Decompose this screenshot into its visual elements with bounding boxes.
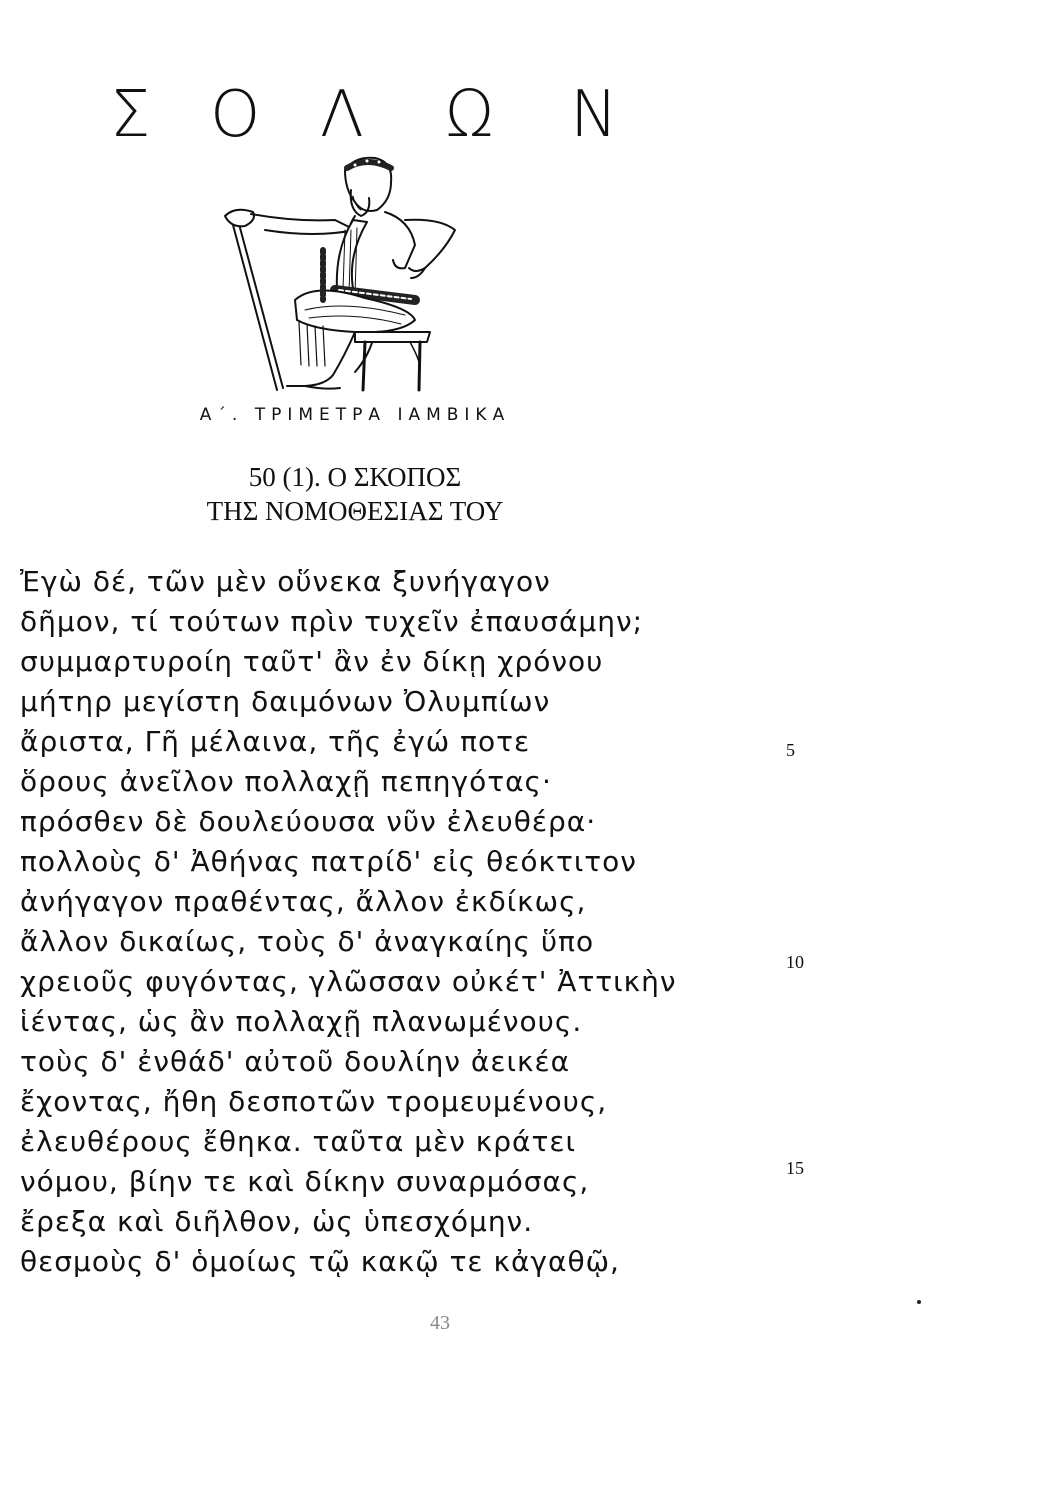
poem-line: χρειοῦς φυγόντας, γλῶσσαν οὐκέτ' Ἀττικὴν [20, 965, 677, 998]
poem-line: θεσμοὺς δ' ὁμοίως τῷ κακῷ τε κἀγαθῷ, [20, 1245, 620, 1278]
seated-figure-illustration [205, 150, 475, 395]
poem-line: συμμαρτυροίη ταῦτ' ἂν ἐν δίκῃ χρόνου [20, 645, 604, 678]
title-glyph-2: Ο [210, 78, 261, 152]
poem-line: πρόσθεν δὲ δουλεύουσα νῦν ἐλευθέρα· [20, 805, 597, 838]
poem-line: Ἐγὼ δέ, τῶν μὲν οὕνεκα ξυνήγαγον [20, 565, 551, 598]
line-number-15: 15 [786, 1158, 804, 1178]
poem-line: ἀνήγαγον πραθέντας, ἄλλον ἐκδίκως, [20, 885, 587, 918]
poem-line: ὅρους ἀνεῖλον πολλαχῇ πεπηγότας· [20, 765, 552, 798]
line-number-5: 5 [786, 740, 795, 760]
poem-text [20, 562, 804, 1282]
poem-line: ἔρεξα καὶ διῆλθον, ὡς ὑπεσχόμην. [20, 1205, 534, 1238]
poem-line: ἐλευθέρους ἔθηκα. ταῦτα μὲν κράτει [20, 1125, 576, 1158]
print-speck [917, 1300, 921, 1304]
poem-line: ἱέντας, ὡς ἂν πολλαχῇ πλανωμένους. [20, 1005, 583, 1038]
poem-line: ἄριστα, Γῆ μέλαινα, τῆς ἐγώ ποτε [20, 725, 531, 758]
poem-line: ἄλλον δικαίως, τοὺς δ' ἀναγκαίης ὕπο [20, 925, 595, 958]
page-number: 43 [430, 1312, 450, 1334]
poem-line: νόμου, βίην τε καὶ δίκην συναρμόσας, [20, 1165, 590, 1198]
line-number-10: 10 [786, 952, 804, 972]
section-heading: Α΄. ΤΡΙΜΕΤΡΑ ΙΑΜΒΙΚΑ [199, 405, 511, 425]
title-glyph-5: Ν [570, 78, 618, 152]
poem-line: πολλοὺς δ' Ἀθήνας πατρίδ' εἰς θεόκτιτον [20, 845, 637, 878]
poem-line: ἔχοντας, ἤθη δεσποτῶν τρομευμένους, [20, 1085, 608, 1118]
poem-title-line-2: ΤΗΣ ΝΟΜΟΘΕΣΙΑΣ ΤΟΥ [206, 496, 504, 526]
title-glyph-3: Λ [320, 78, 364, 152]
title-glyph-1: Σ [110, 78, 151, 152]
title-glyph-4: Ω [445, 78, 494, 152]
poem-line: δῆμον, τί τούτων πρὶν τυχεῖν ἐπαυσάμην; [20, 605, 644, 638]
poem-title-line-1: 50 (1). Ο ΣΚΟΠΟΣ [248, 462, 462, 492]
poem-line: μήτηρ μεγίστη δαιμόνων Ὀλυμπίων [20, 685, 551, 718]
poem-title [0, 460, 710, 528]
poem-line: τοὺς δ' ἐνθάδ' αὐτοῦ δουλίην ἀεικέα [20, 1045, 571, 1078]
